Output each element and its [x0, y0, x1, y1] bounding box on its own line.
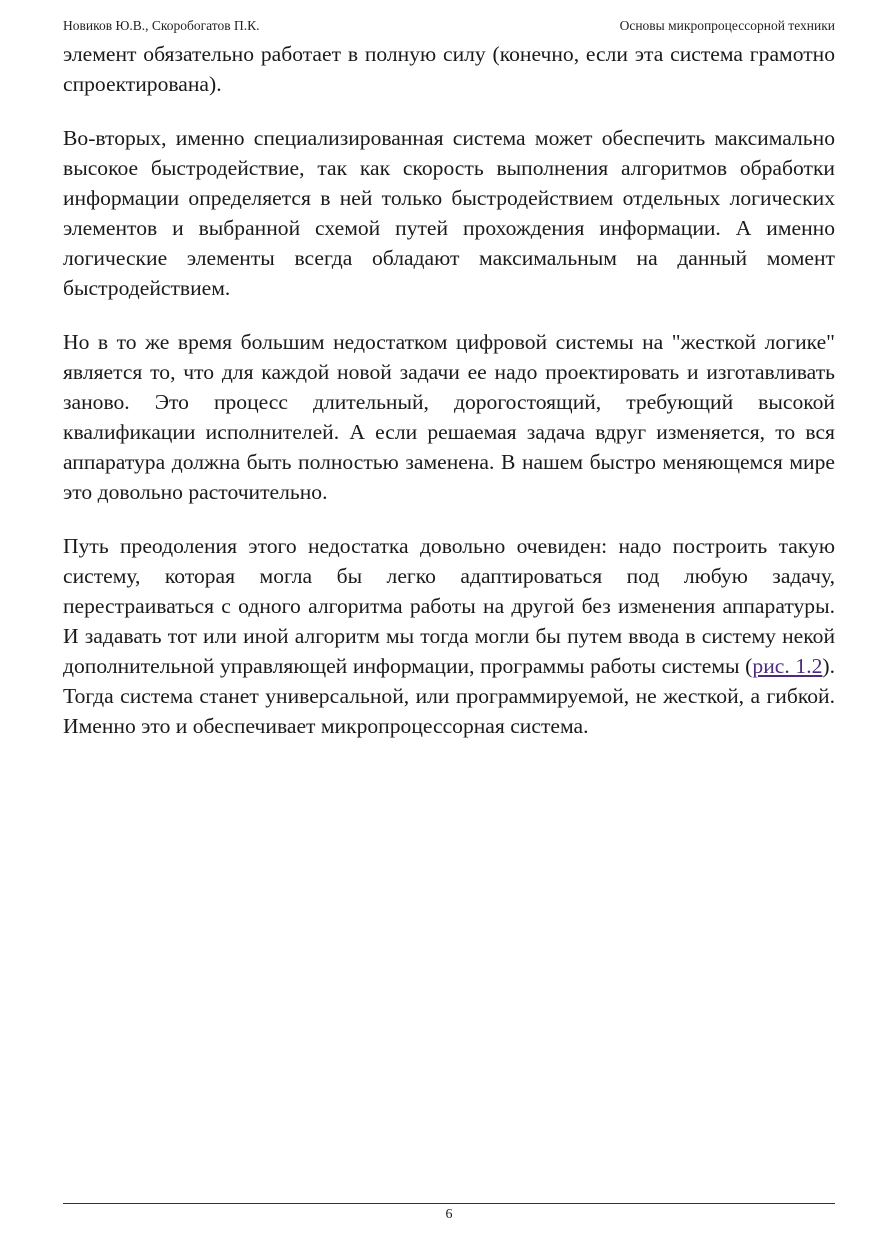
page-number: 6 [445, 1207, 453, 1222]
header-book-title: Основы микропроцессорной техники [619, 18, 835, 33]
paragraph-4-text-after: ). Тогда система станет универсальной, или программируемой, не жесткой, а гибкой. Именно это и обеспечивает микропроцессорная система. [63, 654, 836, 738]
paragraph-4 [63, 531, 835, 741]
header-authors: Новиков Ю.В., Скоробогатов П.К. [63, 18, 260, 33]
paragraph-3: Но в то же время большим недостатком цифровой системы на "жесткой логике" является то, что для каждой новой задачи ее надо проектировать и изготавливать заново. Это процесс длительный, дорогостоящий, требующий высокой квалификации исполнителей. А если решаемая задача вдруг изменяется, то вся аппаратура должна быть полностью заменена. В нашем быстро меняющемся мире это довольно расточительно. [63, 330, 835, 504]
paragraph-2: Во-вторых, именно специализированная система может обеспечить максимально высокое быстродействие, так как скорость выполнения алгоритмов обработки информации определяется в ней только быстродействием отдельных логических элементов и выбранной схемой путей прохождения информации. А именно логические элементы всегда обладают максимальным на данный момент быстродействием. [63, 126, 835, 300]
paragraph-1: элемент обязательно работает в полную силу (конечно, если эта система грамотно спроектирована). [63, 42, 835, 96]
page-header [63, 16, 835, 36]
figure-1-2-link[interactable]: рис. 1.2 [752, 654, 823, 678]
page-body [63, 39, 835, 765]
footer-divider [63, 1203, 835, 1204]
paragraph-4-text-before: Путь преодоления этого недостатка довольно очевиден: надо построить такую систему, которая могла бы легко адаптироваться под любую задачу, перестраиваться с одного алгоритма работы на другой без изменения аппаратуры. И задавать тот или иной алгоритм мы тогда могли бы путем ввода в систему некой дополнительной управляющей информации, программы работы системы ( [63, 534, 835, 678]
